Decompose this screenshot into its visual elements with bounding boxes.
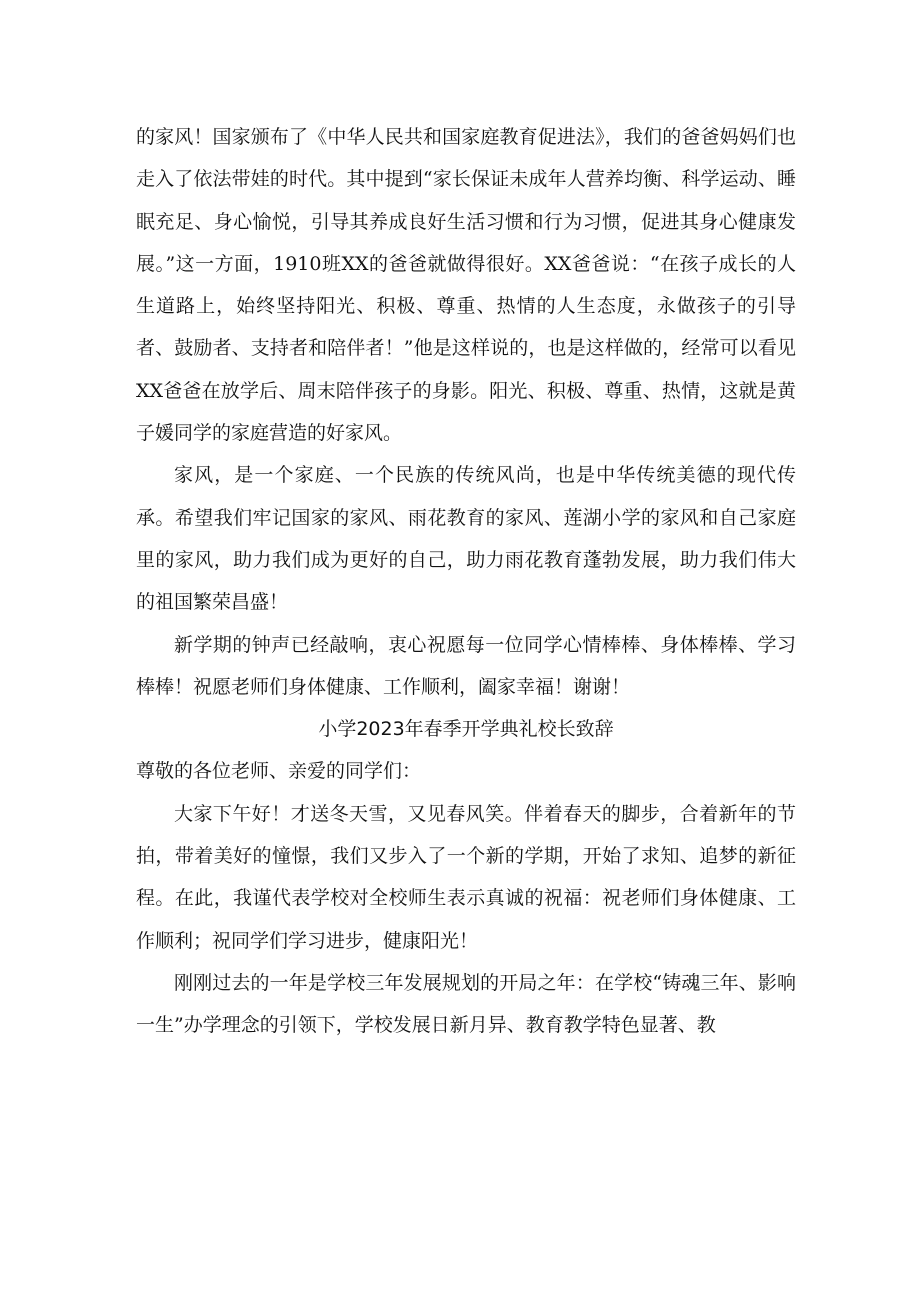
document-body (136, 116, 796, 1047)
speech-salutation: 尊敬的各位老师、亲爱的同学们： (136, 760, 422, 783)
speech-title: 小学2023年春季开学典礼校长致辞 (318, 718, 614, 741)
paragraph-family-tradition-summary: 家风，是一个家庭、一个民族的传统风尚，也是中华传统美德的现代传承。希望我们牢记国家的家风、雨花教育的家风、莲湖小学的家风和自己家庭里的家风，助力我们成为更好的自己，助力雨花教育蓬勃发展，助力我们伟大的祖国繁荣昌盛！ (136, 464, 796, 614)
paragraph-greeting: 大家下午好！才送冬天雪，又见春风笑。伴着春天的脚步，合着新年的节拍，带着美好的憧憬，我们又步入了一个新的学期，开始了求知、追梦的新征程。在此，我谨代表学校对全校师生表示真诚的祝福：祝老师们身体健康、工作顺利；祝同学们学习进步，健康阳光！ (136, 802, 796, 952)
paragraph-past-year: 刚刚过去的一年是学校三年发展规划的开局之年：在学校“铸魂三年、影响一生”办学理念的引领下，学校发展日新月异、教育教学特色显著、教 (136, 971, 796, 1037)
paragraph-closing-wishes: 新学期的钟声已经敲响，衷心祝愿每一位同学心情棒棒、身体棒棒、学习棒棒！祝愿老师们身体健康、工作顺利，阖家幸福！谢谢！ (136, 633, 796, 698)
paragraph-family-tradition-example: 的家风！国家颁布了《中华人民共和国家庭教育促进法》，我们的爸爸妈妈们也走入了依法带娃的时代。其中提到“家长保证未成年人营养均衡、科学运动、睡眠充足、身心愉悦，引导其养成良好生活习惯和行为习惯，促进其身心健康发展。”这一方面，1910班XX的爸爸就做得很好。XX爸爸说：“在孩子成长的人生道路上，始终坚持阳光、积极、尊重、热情的人生态度，永做孩子的引导者、鼓励者、支持者和陪伴者！”他是这样说的，也是这样做的，经常可以看见XX爸爸在放学后、周末陪伴孩子的身影。阳光、积极、尊重、热情，这就是黄子媛同学的家庭营造的好家风。 (136, 126, 796, 445)
